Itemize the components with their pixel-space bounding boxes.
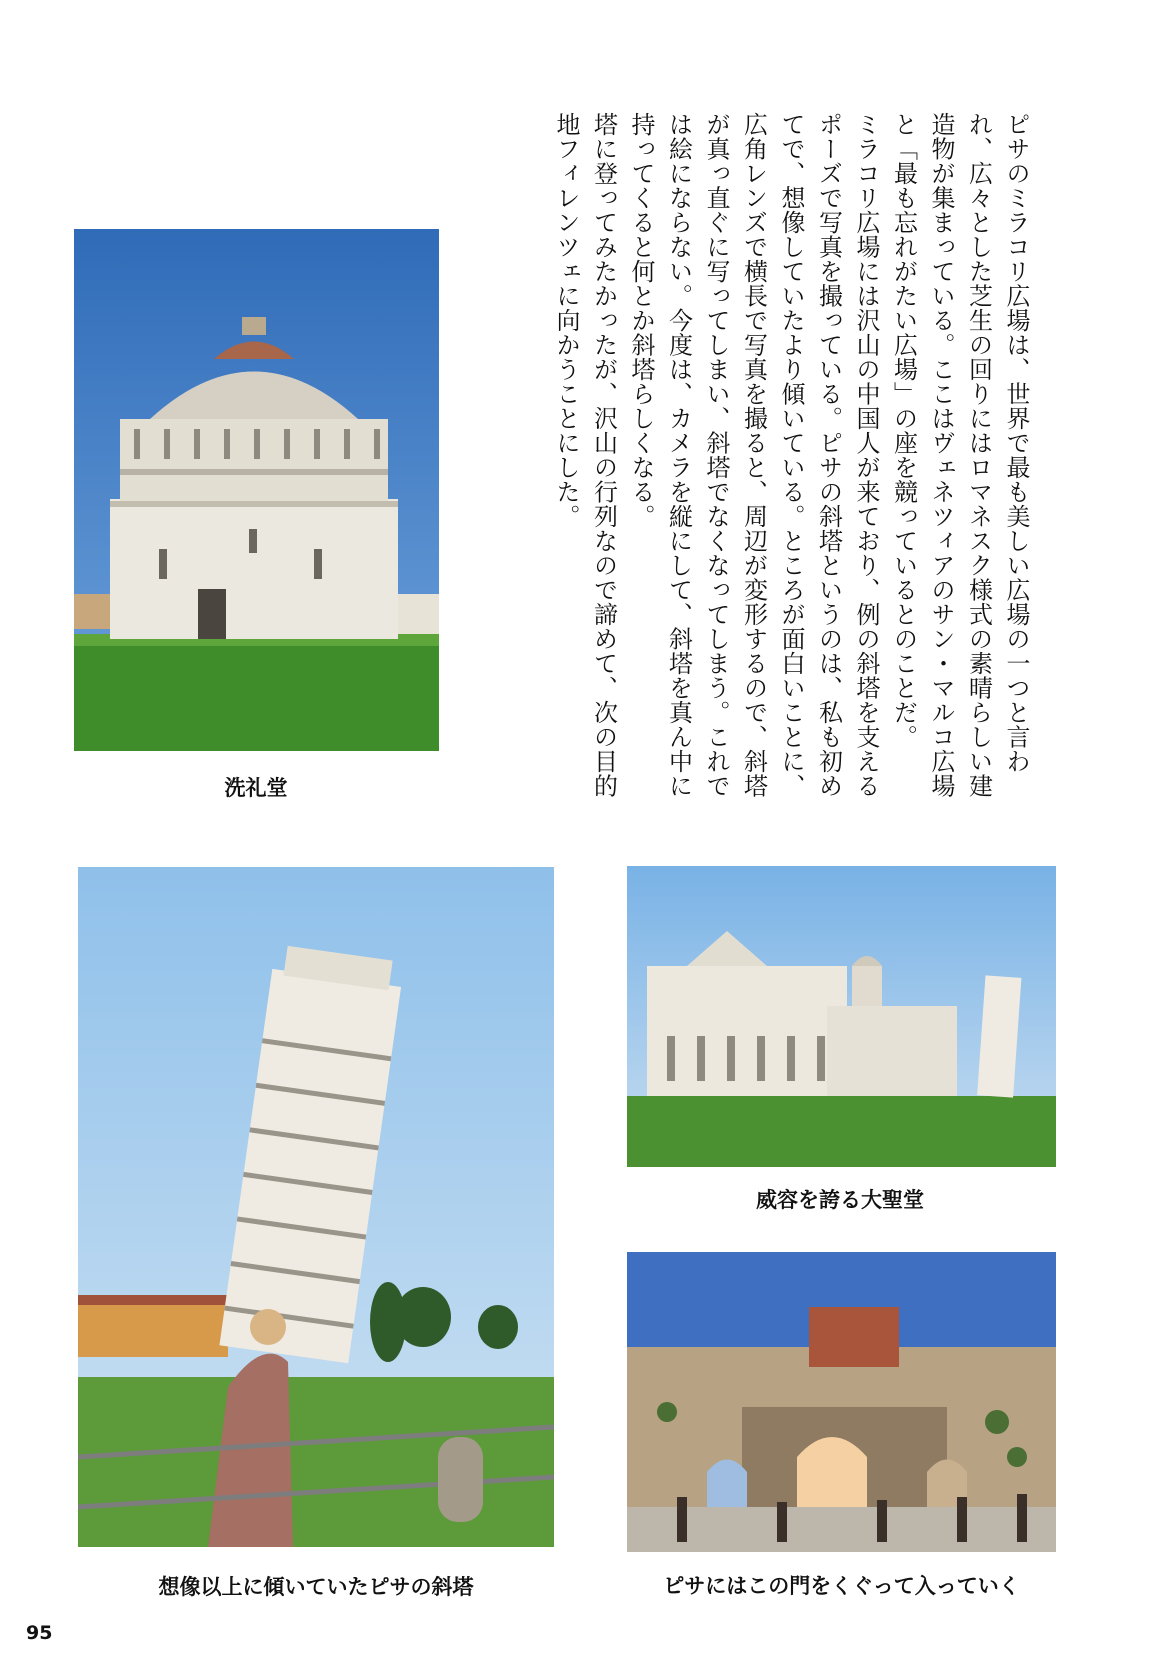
baptistery-caption: 洗礼堂 [224, 776, 288, 800]
article-paragraph-2: ミラコリ広場には沢山の中国人が来ており、例の斜塔を支えるポーズで写真を撮っている。ピサの斜塔というのは、私も初めてで、想像していたより傾いている。ところが面白いことに、広角レンズで横長で写真を撮ると、周辺が変形するので、斜塔が真っ直ぐに写ってしまい、斜塔でなくなってしまう。これでは絵にならない。今度は、カメラを縦にして、斜塔を真ん中に持ってくると何とか斜塔らしくなる。 [627, 112, 880, 798]
cathedral-photo [627, 866, 1056, 1167]
leaning-tower-photo [78, 867, 554, 1547]
leaning-tower-caption: 想像以上に傾いていたピサの斜塔 [158, 1575, 474, 1599]
city-gate-caption: ピサにはこの門をくぐって入っていく [663, 1574, 1020, 1598]
article-paragraph-1: ピサのミラコリ広場は、世界で最も美しい広場の一つと言われ、広々とした芝生の回りにはロマネスク様式の素晴らしい建造物が集まっている。ここはヴェネツィアのサン・マルコ広場と「最も忘れがたい広場」の座を競っているとのことだ。 [889, 112, 1030, 798]
cathedral-caption: 威容を誇る大聖堂 [756, 1188, 924, 1212]
article-body [494, 112, 1034, 812]
city-gate-photo [627, 1252, 1056, 1552]
article-paragraph-3: 塔に登ってみたかったが、沢山の行列なので諦めて、次の目的地フィレンツェに向かうことにした。 [552, 112, 618, 798]
baptistery-photo [74, 229, 439, 751]
page-number: 95 [26, 1622, 53, 1644]
